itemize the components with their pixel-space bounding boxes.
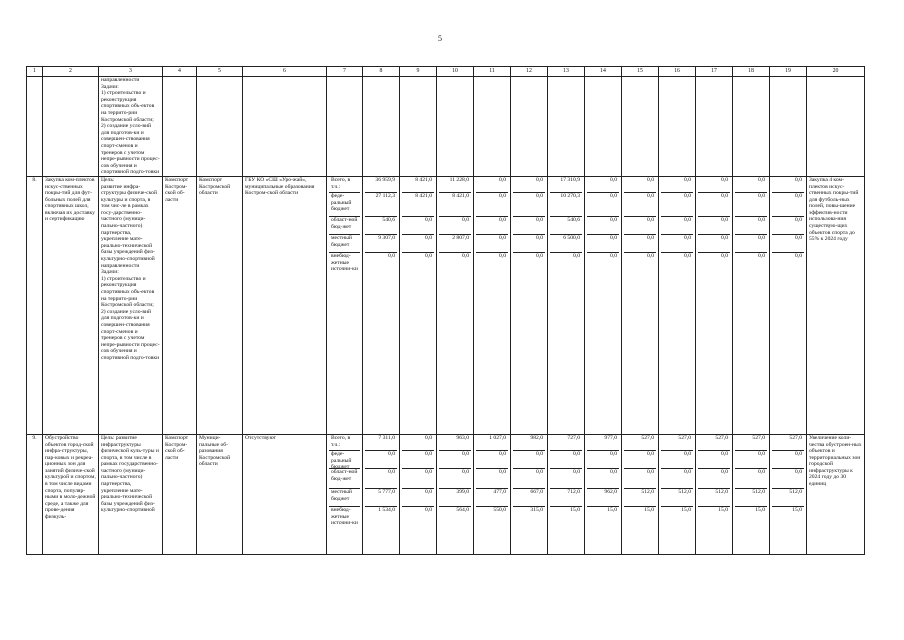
value-cell (585, 434, 622, 554)
value-stack (587, 435, 619, 547)
participants: Отсутствуют (243, 434, 327, 554)
funding-value: 0,0 (462, 252, 469, 259)
value-stack (661, 435, 693, 547)
funding-value: 0,0 (772, 469, 804, 489)
funding-value: 0,0 (425, 506, 432, 513)
funding-value: 527,0 (735, 435, 767, 451)
funding-source: внебюд-жетные источни-ки (331, 506, 358, 527)
funding-value: 0,0 (795, 252, 802, 259)
funding-value: 0,0 (735, 469, 767, 489)
funding-value: 0,0 (476, 177, 508, 193)
funding-value: 550,0 (493, 506, 506, 513)
funding-source: феде-ральный бюджет (329, 451, 360, 469)
funding-value: 9 307,0 (365, 235, 397, 253)
funding-value: 0,0 (661, 217, 693, 235)
funding-value: 527,0 (661, 435, 693, 451)
empty-cell (659, 77, 696, 177)
empty-cell (622, 77, 659, 177)
funding-value: 0,0 (513, 217, 545, 235)
funding-value: 512,0 (772, 489, 804, 507)
funding-value: 977,0 (587, 435, 619, 451)
program-table (26, 66, 865, 555)
funding-value: 0,0 (476, 193, 508, 217)
funding-value: 962,0 (587, 489, 619, 507)
funding-value: 0,0 (610, 252, 617, 259)
header-cell: 16 (659, 67, 696, 77)
funding-sources-cell (327, 434, 363, 554)
funding-value: 0,0 (735, 193, 767, 217)
funding-value: 0,0 (624, 235, 656, 253)
funding-value: 512,0 (735, 489, 767, 507)
value-cell (363, 434, 400, 554)
funding-value: 0,0 (476, 235, 508, 253)
measure-goal: Цель: развитие инфра-структуры физиче-ской культуры и спорта, в том чис-ле в рамках госу-дарственно-частного (муници-пально-частного) партнерства, укрепление мате-риально-технической базы учреждений физ-культурно-спортивной направленности Задачи: 1) строительство и реконструкция спортивных объ-ектов на террито-рии Костромской области; 2) создание усло-вий для подготов-ки и совершен-ствования спорт-сменов и тренеров с учетом непре-рывности процес-сов обучения и спортивной подго-товки (99, 176, 163, 434)
funding-source: област-ной бюд-жет (329, 217, 360, 235)
funding-value: 0,0 (587, 217, 619, 235)
funding-value: 8 421,0 (439, 193, 471, 217)
value-stack (587, 177, 619, 293)
funding-value: 0,0 (402, 489, 434, 507)
value-cell (659, 434, 696, 554)
empty-cell (197, 77, 243, 177)
empty-cell (400, 77, 437, 177)
funding-value: 0,0 (513, 177, 545, 193)
measure-goal: Цель: развитие инфраструктуры физической куль-туры и спорта, в том числе в рамках государственно-частного (муници-пально-частного) партнерства, укрепление мате-риально-технической базы учреждений физ-культурно-спортивной (99, 434, 163, 554)
funding-value: 0,0 (624, 469, 656, 489)
funding-value: 0,0 (476, 469, 508, 489)
funding-value: 0,0 (624, 451, 656, 469)
funding-source: местный бюджет (329, 489, 360, 507)
value-cell (622, 176, 659, 434)
funding-value: 17 310,9 (550, 177, 582, 193)
value-stack (661, 177, 693, 293)
funding-value: 0,0 (573, 252, 580, 259)
value-cell (400, 176, 437, 434)
value-stack (698, 177, 730, 293)
funding-value: 512,0 (624, 489, 656, 507)
value-cell (437, 434, 474, 554)
header-cell: 17 (696, 67, 733, 77)
funding-value: 0,0 (624, 217, 656, 235)
header-cell: 8 (363, 67, 400, 77)
funding-value: 0,0 (513, 235, 545, 253)
page-number: 5 (438, 34, 442, 43)
header-cell: 20 (807, 67, 865, 77)
value-cell (733, 434, 770, 554)
value-stack (476, 177, 508, 293)
empty-cell (474, 77, 511, 177)
funding-sources (329, 435, 360, 547)
empty-cell (770, 77, 807, 177)
funding-value: 0,0 (772, 451, 804, 469)
empty-cell (437, 77, 474, 177)
funding-value: 0,0 (698, 217, 730, 235)
header-cell: 12 (511, 67, 548, 77)
funding-value: 0,0 (661, 451, 693, 469)
funding-value: 0,0 (499, 252, 506, 259)
funding-source: внебюд-жетные источни-ки (331, 252, 358, 273)
funding-value: 0,0 (772, 177, 804, 193)
value-stack (365, 435, 397, 547)
funding-value: 477,0 (476, 489, 508, 507)
funding-value: 0,0 (624, 193, 656, 217)
funding-value: 2 807,0 (439, 235, 471, 253)
responsible-executor: Комспорт Костром-ской об-ласти (163, 434, 197, 554)
row-number: 8. (27, 176, 43, 434)
funding-value: 15,0 (718, 506, 728, 513)
empty-cell (733, 77, 770, 177)
value-cell (511, 176, 548, 434)
funding-value: 0,0 (661, 235, 693, 253)
funding-value: 0,0 (698, 451, 730, 469)
value-cell (548, 176, 585, 434)
value-cell (659, 176, 696, 434)
empty-cell (27, 77, 43, 177)
empty-cell (807, 77, 865, 177)
value-stack (735, 177, 767, 293)
value-stack (513, 177, 545, 293)
header-cell: 1 (27, 67, 43, 77)
funding-source: област-ной бюд-жет (329, 469, 360, 489)
expected-result: Увеличение коли-чества обустроен-ных объектов и территориальных зон городской инфраструктуры к 2024 году до 30 единиц (807, 434, 865, 554)
header-cell: 9 (400, 67, 437, 77)
funding-value: 0,0 (365, 469, 397, 489)
funding-value: 15,0 (607, 506, 617, 513)
funding-value: 0,0 (439, 451, 471, 469)
funding-value: 27 112,3 (365, 193, 397, 217)
funding-value: 527,0 (698, 435, 730, 451)
header-cell: 11 (474, 67, 511, 77)
funding-value: 712,0 (550, 489, 582, 507)
funding-value: 8 421,0 (402, 177, 434, 193)
funding-value: 0,0 (513, 193, 545, 217)
value-stack (439, 435, 471, 547)
funding-value: 6 500,0 (550, 235, 582, 253)
funding-value: 0,0 (587, 451, 619, 469)
funding-sources-cell (327, 176, 363, 434)
funding-value: 10 270,3 (550, 193, 582, 217)
funding-value: 0,0 (698, 469, 730, 489)
funding-value: 512,0 (698, 489, 730, 507)
funding-value: 0,0 (758, 252, 765, 259)
funding-value: 0,0 (684, 252, 691, 259)
funding-source: местный бюджет (329, 235, 360, 253)
value-stack (772, 435, 804, 547)
expected-result: Закупка 4 ком-плектов искус-ственных покры-тий для футболь-ных полей, повы-шение эффектив-ности использова-ния существую-щих объектов спорта до 55% к 2024 году (807, 176, 865, 434)
continuation-row (27, 77, 865, 177)
funding-value: 15,0 (644, 506, 654, 513)
header-cell: 18 (733, 67, 770, 77)
funding-value: 963,0 (439, 435, 471, 451)
funding-value: 0,0 (587, 235, 619, 253)
funding-value: 0,0 (624, 177, 656, 193)
header-cell: 3 (99, 67, 163, 77)
funding-value: 0,0 (476, 217, 508, 235)
funding-value: 1 534,0 (378, 506, 395, 513)
funding-value: 0,0 (439, 469, 471, 489)
funding-value: 667,0 (513, 489, 545, 507)
funding-value: 0,0 (772, 193, 804, 217)
header-cell: 14 (585, 67, 622, 77)
funding-value: 0,0 (476, 451, 508, 469)
funding-value: 512,0 (661, 489, 693, 507)
continuation-goal-cell: направленности Задачи: 1) строительство и реконструкция спортивных объ-ектов на террито-рии Костромской области; 2) создание усло-вий для подготов-ки и совершен-ствования спорт-сменов и тренеров с учетом непре-рывности процес-сов обучения и спортивной подго-товки (99, 77, 163, 177)
funding-value: 0,0 (772, 217, 804, 235)
value-stack (550, 177, 582, 293)
funding-source: Всего, в т.ч.: (329, 435, 360, 451)
header-cell: 19 (770, 67, 807, 77)
table-row (27, 176, 865, 434)
funding-value: 0,0 (661, 177, 693, 193)
program-table-body (27, 67, 865, 555)
participants: ГБУ КО «СШ «Уро-жай», муниципальные образования Костром-ской области (243, 176, 327, 434)
value-cell (474, 176, 511, 434)
funding-value: 0,0 (587, 193, 619, 217)
value-stack (624, 435, 656, 547)
funding-value: 540,6 (550, 217, 582, 235)
funding-value: 0,0 (735, 177, 767, 193)
measure-name: Закупка ком-плектов искус-ственных покры-тий для фут-больных полей для спортивных школ, включая их доставку и сертификацию (43, 176, 99, 434)
empty-cell (696, 77, 733, 177)
funding-value: 15,0 (792, 506, 802, 513)
funding-value: 5 777,0 (365, 489, 397, 507)
empty-cell (43, 77, 99, 177)
funding-value: 0,0 (402, 217, 434, 235)
funding-source: Всего, в т.ч.: (329, 177, 360, 193)
co-executor: Муници-пальные об-разования Костромской области (197, 434, 243, 554)
funding-value: 727,0 (550, 435, 582, 451)
funding-value: 0,0 (402, 451, 434, 469)
funding-value: 15,0 (681, 506, 691, 513)
funding-value: 0,0 (661, 193, 693, 217)
funding-value: 0,0 (513, 451, 545, 469)
funding-value: 8 421,0 (402, 193, 434, 217)
header-cell: 6 (243, 67, 327, 77)
co-executor: Комспорт Костромской области (197, 176, 243, 434)
value-stack (439, 177, 471, 293)
value-stack (772, 177, 804, 293)
funding-value: 0,0 (772, 235, 804, 253)
funding-value: 527,0 (624, 435, 656, 451)
funding-value: 0,0 (647, 252, 654, 259)
value-stack (402, 435, 434, 547)
value-stack (698, 435, 730, 547)
empty-cell (163, 77, 197, 177)
funding-value: 1 027,0 (476, 435, 508, 451)
funding-value: 0,0 (402, 435, 434, 451)
funding-value: 0,0 (513, 469, 545, 489)
funding-value: 0,0 (388, 252, 395, 259)
value-cell (733, 176, 770, 434)
value-stack (550, 435, 582, 547)
funding-value: 0,0 (661, 469, 693, 489)
funding-source: феде-ральный бюджет (329, 193, 360, 217)
measure-name: Обустройство объектов город-ской инфра-структуры, пар-ковых и рекреа-ционных зон для занятий физиче-ской культурой и спортом, в том числе видами спорта, популяр-ными в моло-дежной среде, а также для прове-дения физкуль- (43, 434, 99, 554)
value-stack (365, 177, 397, 293)
funding-value: 0,0 (735, 451, 767, 469)
header-row (27, 67, 865, 77)
empty-cell (585, 77, 622, 177)
value-cell (585, 176, 622, 434)
funding-value: 0,0 (365, 451, 397, 469)
funding-value: 0,0 (698, 235, 730, 253)
empty-cell (511, 77, 548, 177)
value-stack (513, 435, 545, 547)
row-number: 9. (27, 434, 43, 554)
value-cell (696, 176, 733, 434)
value-cell (696, 434, 733, 554)
value-stack (476, 435, 508, 547)
value-stack (624, 177, 656, 293)
value-cell (474, 434, 511, 554)
value-stack (402, 177, 434, 293)
header-cell: 4 (163, 67, 197, 77)
empty-cell (327, 77, 363, 177)
funding-value: 540,6 (365, 217, 397, 235)
funding-value: 0,0 (402, 469, 434, 489)
responsible-executor: Комспорт Костром-ской об-ласти (163, 176, 197, 434)
funding-value: 527,0 (772, 435, 804, 451)
funding-value: 15,0 (755, 506, 765, 513)
funding-value: 0,0 (735, 217, 767, 235)
value-cell (400, 434, 437, 554)
header-cell: 10 (437, 67, 474, 77)
funding-value: 0,0 (439, 217, 471, 235)
empty-cell (243, 77, 327, 177)
value-cell (770, 434, 807, 554)
header-cell: 13 (548, 67, 585, 77)
funding-value: 399,0 (439, 489, 471, 507)
funding-value: 0,0 (735, 235, 767, 253)
empty-cell (363, 77, 400, 177)
value-cell (548, 434, 585, 554)
value-stack (735, 435, 767, 547)
value-cell (511, 434, 548, 554)
funding-value: 0,0 (698, 177, 730, 193)
table-row (27, 434, 865, 554)
header-cell: 5 (197, 67, 243, 77)
empty-cell (548, 77, 585, 177)
funding-value: 36 959,9 (365, 177, 397, 193)
value-cell (363, 176, 400, 434)
value-cell (437, 176, 474, 434)
funding-value: 0,0 (402, 235, 434, 253)
funding-value: 0,0 (425, 252, 432, 259)
header-cell: 2 (43, 67, 99, 77)
value-cell (770, 176, 807, 434)
funding-value: 982,0 (513, 435, 545, 451)
header-cell: 7 (327, 67, 363, 77)
header-cell: 15 (622, 67, 659, 77)
value-cell (622, 434, 659, 554)
funding-value: 0,0 (698, 193, 730, 217)
funding-value: 0,0 (587, 469, 619, 489)
funding-value: 0,0 (721, 252, 728, 259)
funding-value: 0,0 (587, 177, 619, 193)
funding-value: 564,0 (456, 506, 469, 513)
funding-value: 11 228,0 (439, 177, 471, 193)
funding-value: 0,0 (536, 252, 543, 259)
funding-sources (329, 177, 360, 293)
funding-value: 15,0 (570, 506, 580, 513)
funding-value: 0,0 (550, 451, 582, 469)
funding-value: 315,0 (530, 506, 543, 513)
funding-value: 0,0 (550, 469, 582, 489)
funding-value: 7 311,0 (365, 435, 397, 451)
